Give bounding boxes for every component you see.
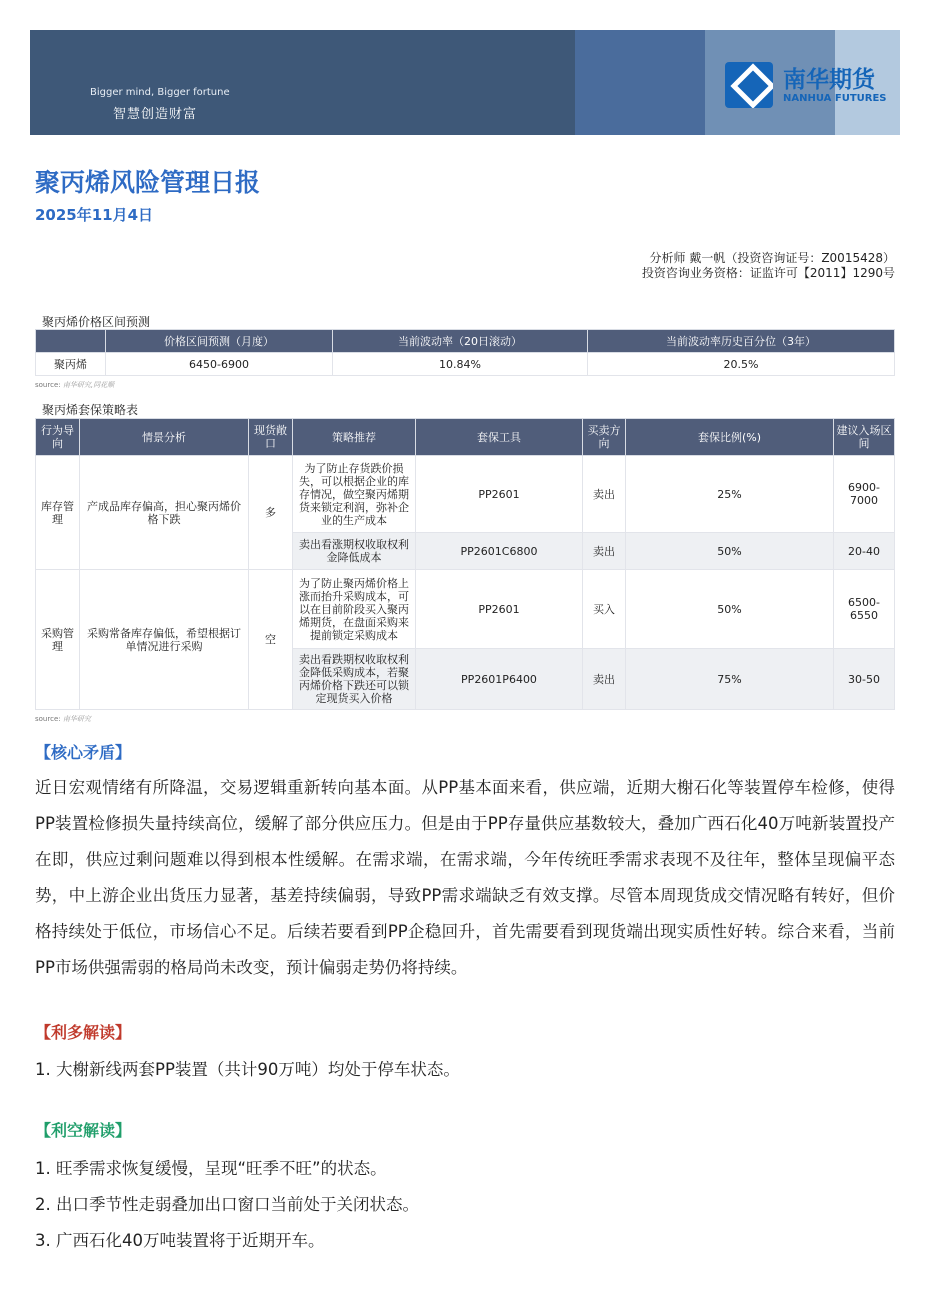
banner-stripe (575, 30, 705, 135)
slogan-cn: 智慧创造财富 (113, 107, 198, 122)
table-cell: 卖出看涨期权收取权利金降低成本 (293, 533, 416, 570)
col-header: 套保比例(%) (626, 419, 834, 456)
table-cell: 空 (249, 570, 293, 710)
table-cell: 买入 (583, 570, 626, 649)
table-cell: 采购常备库存偏低，希望根据订单情况进行采购 (80, 570, 249, 710)
bearish-item: 1. 旺季需求恢复缓慢，呈现“旺季不旺”的状态。 (35, 1159, 387, 1178)
source-label: source: (35, 381, 61, 389)
price-forecast-table (35, 329, 895, 376)
table-cell: 6450-6900 (106, 353, 333, 376)
hedge-strategy-table (35, 418, 895, 710)
bullish-item: 1. 大榭新线两套PP装置（共计90万吨）均处于停车状态。 (35, 1060, 460, 1079)
bearish-heading: 【利空解读】 (35, 1121, 132, 1140)
table-row (36, 456, 895, 533)
table-cell: 卖出 (583, 533, 626, 570)
table-cell: 采购管理 (36, 570, 80, 710)
table-cell: 20.5% (588, 353, 895, 376)
col-header (36, 330, 106, 353)
table-cell: 50% (626, 570, 834, 649)
table-cell: 聚丙烯 (36, 353, 106, 376)
table-row (36, 570, 895, 649)
hedge-table-caption: 聚丙烯套保策略表 (42, 403, 139, 417)
company-logo (725, 62, 887, 108)
slogan-en: Bigger mind, Bigger fortune (90, 87, 230, 98)
table-cell: 为了防止存货跌价损失，可以根据企业的库存情况，做空聚丙烯期货来锁定利润，弥补企业的生产成本 (293, 456, 416, 533)
col-header: 情景分析 (80, 419, 249, 456)
source-label: source: (35, 715, 61, 723)
table-cell: 卖出 (583, 649, 626, 710)
col-header: 现货敞口 (249, 419, 293, 456)
table-cell: PP2601P6400 (416, 649, 583, 710)
bullish-heading: 【利多解读】 (35, 1023, 132, 1042)
logo-mark-icon (725, 62, 773, 108)
price-table-caption: 聚丙烯价格区间预测 (42, 315, 151, 329)
table-cell: 库存管理 (36, 456, 80, 570)
table-cell: 25% (626, 456, 834, 533)
table-cell: 多 (249, 456, 293, 570)
table-cell: 75% (626, 649, 834, 710)
col-header: 当前波动率（20日滚动） (333, 330, 588, 353)
table-cell: PP2601 (416, 456, 583, 533)
analyst-name: 分析师 戴一帆（投资咨询证号：Z0015428） (649, 251, 895, 265)
source-note (35, 380, 114, 390)
table-cell: 卖出看跌期权收取权利金降低采购成本，若聚丙烯价格下跌还可以锁定现货买入价格 (293, 649, 416, 710)
core-paragraph: 近日宏观情绪有所降温，交易逻辑重新转向基本面。从PP基本面来看，供应端，近期大榭石化等装置停车检修，使得PP装置检修损失量持续高位，缓解了部分供应压力。但是由于PP存量供应基数较大，叠加广西石化40万吨新装置投产在即，供应过剩问题难以得到根本性缓解。在需求端，在需求端，今年传统旺季需求表现不及往年，整体呈现偏平态势，中上游企业出货压力显著，基差持续偏弱，导致PP需求端缺乏有效支撑。尽管本周现货成交情况略有转好，但价格持续处于低位，市场信心不足。后续若要看到PP企稳回升，首先需要看到现货端出现实质性好转。综合来看，当前PP市场供强需弱的格局尚未改变，预计偏弱走势仍将持续。 (35, 778, 895, 977)
col-header: 建议入场区间 (834, 419, 895, 456)
table-cell: 6900-7000 (834, 456, 895, 533)
source-note (35, 714, 91, 724)
table-cell: 30-50 (834, 649, 895, 710)
analyst-info (642, 251, 895, 281)
col-header: 当前波动率历史百分位（3年） (588, 330, 895, 353)
col-header: 策略推荐 (293, 419, 416, 456)
page-title: 聚丙烯风险管理日报 (35, 168, 261, 197)
table-cell: PP2601 (416, 570, 583, 649)
bearish-item: 3. 广西石化40万吨装置将于近期开车。 (35, 1231, 325, 1250)
table-cell: 产成品库存偏高，担心聚丙烯价格下跌 (80, 456, 249, 570)
table-cell: 20-40 (834, 533, 895, 570)
source-text: 南华研究 (62, 715, 91, 723)
col-header: 套保工具 (416, 419, 583, 456)
table-cell: 卖出 (583, 456, 626, 533)
table-cell: PP2601C6800 (416, 533, 583, 570)
col-header: 价格区间预测（月度） (106, 330, 333, 353)
col-header: 行为导向 (36, 419, 80, 456)
report-date: 2025年11月4日 (35, 206, 154, 224)
table-cell: 6500-6550 (834, 570, 895, 649)
logo-en: NANHUA FUTURES (783, 92, 887, 104)
bearish-item: 2. 出口季节性走弱叠加出口窗口当前处于关闭状态。 (35, 1195, 419, 1214)
source-text: 南华研究,同花顺 (62, 381, 115, 389)
col-header: 买卖方向 (583, 419, 626, 456)
license: 投资咨询业务资格：证监许可【2011】1290号 (641, 266, 895, 280)
logo-cn: 南华期货 (783, 66, 875, 93)
banner-main (30, 30, 575, 135)
table-cell: 为了防止聚丙烯价格上涨而抬升采购成本，可以在目前阶段买入聚丙烯期货，在盘面采购来提前锁定采购成本 (293, 570, 416, 649)
table-cell: 10.84% (333, 353, 588, 376)
table-cell: 50% (626, 533, 834, 570)
core-heading: 【核心矛盾】 (35, 743, 132, 762)
